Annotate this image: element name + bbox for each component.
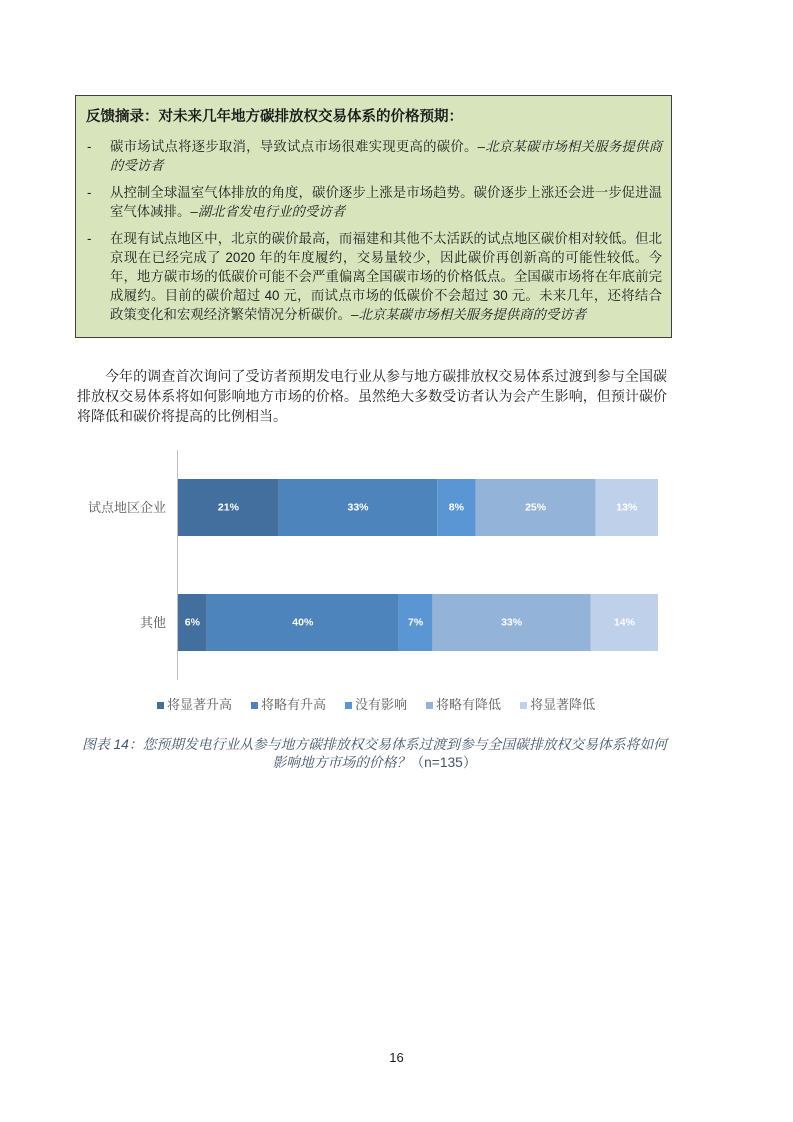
page-number: 16 — [389, 1050, 404, 1065]
legend-label: 将略有降低 — [436, 697, 502, 712]
legend-item — [345, 697, 407, 713]
data-label: 33% — [347, 501, 369, 514]
feedback-box-title: 反馈摘录：对未来几年地方碳排放权交易体系的价格预期： — [86, 109, 463, 125]
legend-swatch — [251, 702, 258, 709]
data-label: 25% — [525, 501, 547, 514]
legend-item — [251, 697, 326, 713]
quote-text: 从控制全球温室气体排放的角度，碳价逐步上涨是市场趋势。碳价逐步上涨还会进一步促进温室气体减排。 — [110, 185, 662, 219]
data-label: 13% — [616, 501, 638, 514]
caption-text: 图表 14：您预期发电行业从参与地方碳排放权交易体系过渡到参与全国碳排放权交易体系将如何影响地方市场的价格？ — [82, 737, 667, 770]
legend-label: 将略有升高 — [261, 697, 327, 712]
quote-text: 碳市场试点将逐步取消，导致试点市场很难实现更高的碳价。 — [110, 139, 478, 154]
legend-swatch — [520, 702, 527, 709]
data-label: 14% — [613, 616, 635, 629]
stacked-bar-chart — [0, 440, 793, 690]
feedback-item — [86, 183, 662, 221]
data-label: 21% — [217, 501, 239, 514]
bullet-marker: - — [87, 185, 92, 200]
chart-legend — [157, 697, 595, 713]
feedback-item — [86, 229, 662, 324]
bullet-marker: - — [87, 139, 92, 154]
caption-sample-size: （n=135） — [410, 755, 477, 770]
feedback-list — [86, 137, 662, 324]
legend-label: 将显著升高 — [167, 697, 233, 712]
feedback-quote — [110, 137, 662, 175]
legend-label: 将显著降低 — [530, 697, 596, 712]
legend-item — [520, 697, 595, 713]
quote-text: 在现有试点地区中，北京的碳价最高，而福建和其他不太活跃的试点地区碳价相对较低。但北京现在已经完成了 2020 年的年度履约，交易量较少，因此碳价再创新高的可能性较低。今年，地方碳市场的低碳价可能不会严重偏离全国碳市场的价格低点。全国碳市场将在年底前完成履约。目前的碳价超过 40 元，而试点市场的低碳价不会超过 30 元。未来几年，还将结合政策变化和宏观经济繁荣情况分析碳价。 — [110, 231, 662, 322]
data-label: 40% — [292, 616, 314, 629]
legend-label: 没有影响 — [355, 697, 408, 712]
quote-source: –北京某碳市场相关服务提供商的受访者 — [351, 307, 587, 322]
feedback-box — [75, 95, 672, 338]
legend-swatch — [157, 702, 164, 709]
feedback-item — [86, 137, 662, 175]
data-label: 6% — [184, 616, 200, 629]
quote-source: –北京某碳市场相关服务提供商的受访者 — [110, 139, 663, 173]
figure-caption — [77, 736, 672, 772]
chart-canvas — [0, 440, 793, 690]
data-label: 7% — [408, 616, 424, 629]
quote-source: –湖北省发电行业的受访者 — [190, 204, 346, 219]
bullet-marker: - — [87, 231, 92, 246]
category-label: 其他 — [139, 615, 166, 630]
body-paragraph: 今年的调查首次询问了受访者预期发电行业从参与地方碳排放权交易体系过渡到参与全国碳排放权交易体系将如何影响地方市场的价格。虽然绝大多数受访者认为会产生影响，但预计碳价将降低和碳价将提高的比例相当。 — [77, 368, 667, 424]
data-label: 8% — [448, 501, 464, 514]
legend-swatch — [345, 702, 352, 709]
legend-item — [157, 697, 232, 713]
legend-swatch — [426, 702, 433, 709]
category-label: 试点地区企业 — [87, 500, 166, 515]
feedback-quote — [110, 229, 662, 324]
data-label: 33% — [501, 616, 523, 629]
feedback-quote — [110, 183, 662, 221]
legend-item — [426, 697, 501, 713]
